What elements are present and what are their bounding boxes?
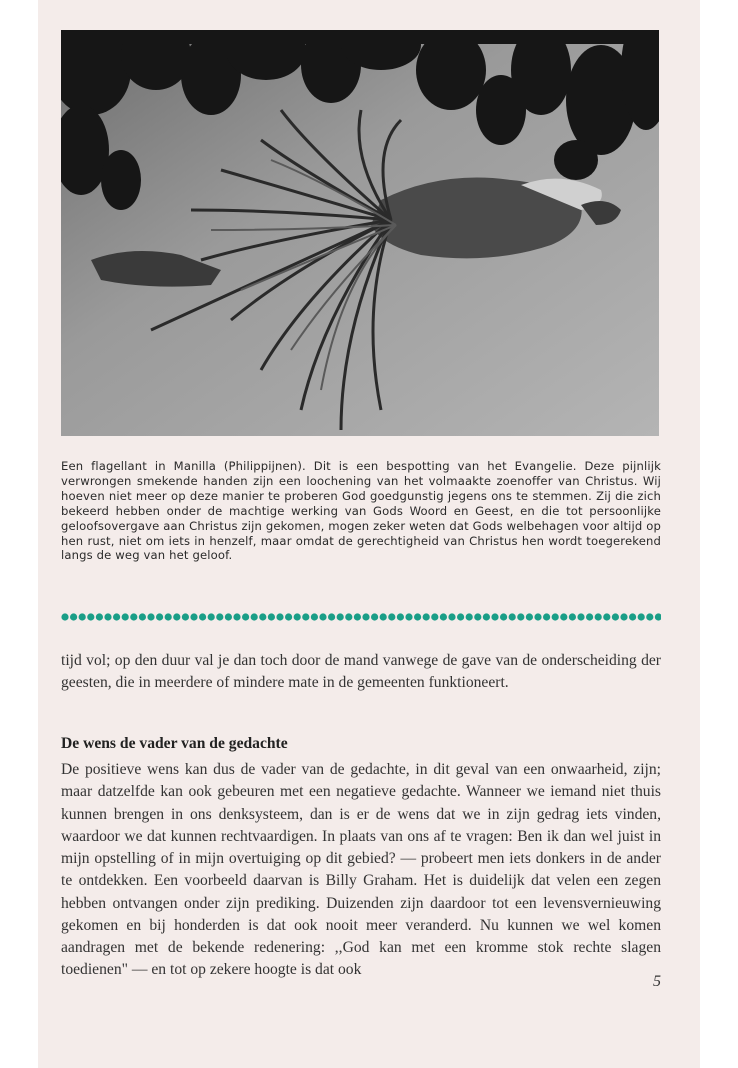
divider-dot	[423, 613, 430, 620]
divider-dot	[147, 613, 154, 620]
divider-dot	[440, 613, 447, 620]
divider-dot	[457, 613, 464, 620]
divider-dot	[242, 613, 249, 620]
divider-dot	[474, 613, 481, 620]
divider-dot	[646, 613, 653, 620]
divider-dot	[552, 613, 559, 620]
divider-dot	[122, 613, 129, 620]
divider-dot	[517, 613, 524, 620]
divider-dot	[483, 613, 490, 620]
divider-dots	[61, 613, 661, 620]
divider-dot	[130, 613, 137, 620]
divider-dot	[337, 613, 344, 620]
dotted-divider	[61, 610, 661, 624]
divider-dot	[268, 613, 275, 620]
divider-dot	[543, 613, 550, 620]
caption-text: Een flagellant in Manilla (Philippijnen). Dit is een bespotting van het Evangelie. Deze pijnlijk verwrongen smekende handen zijn een loochening van het volmaakte zoenoffer van Christus. Wij hoeven niet meer op deze manier te proberen God goedgunstig jegens ons te stemmen. Zij die zich bekeerd hebben onder de machtige werking van Gods Woord en Geest, en die tot persoonlijke geloofsovergave aan Christus zijn gekomen, mogen zeker weten dat Gods welbehagen voor altijd op hen rust, niet om iets in henzelf, maar omdat de gerechtigheid van Christus hen wordt toegerekend langs de weg van het geloof.	[61, 459, 661, 563]
body-paragraph-1	[61, 650, 661, 694]
section-heading: De wens de vader van de gedachte	[61, 735, 288, 752]
divider-dot	[466, 613, 473, 620]
divider-dot	[448, 613, 455, 620]
photo-caption	[61, 459, 661, 563]
divider-dot	[173, 613, 180, 620]
divider-dot	[216, 613, 223, 620]
divider-dot	[190, 613, 197, 620]
divider-dot	[208, 613, 215, 620]
book-page	[38, 0, 700, 1068]
divider-dot	[319, 613, 326, 620]
divider-dot	[655, 613, 661, 620]
divider-dot	[156, 613, 163, 620]
divider-dot	[620, 613, 627, 620]
paragraph-text: tijd vol; op den duur val je dan toch door de mand vanwege de gave van de onderscheiding der geesten, die in meerdere of mindere mate in de gemeenten funktioneert.	[61, 652, 661, 692]
divider-dot	[603, 613, 610, 620]
divider-dot	[225, 613, 232, 620]
divider-dot	[233, 613, 240, 620]
divider-dot	[629, 613, 636, 620]
divider-dot	[311, 613, 318, 620]
photograph-flagellant-icon	[61, 30, 659, 436]
divider-dot	[431, 613, 438, 620]
divider-dot	[302, 613, 309, 620]
divider-dot	[79, 613, 86, 620]
divider-dot	[139, 613, 146, 620]
divider-dot	[612, 613, 619, 620]
divider-dot	[61, 613, 68, 620]
divider-dot	[586, 613, 593, 620]
divider-dot	[328, 613, 335, 620]
flagellant-photo	[61, 30, 659, 436]
divider-dot	[526, 613, 533, 620]
divider-dot	[165, 613, 172, 620]
divider-dot	[87, 613, 94, 620]
divider-dot	[388, 613, 395, 620]
divider-dot	[577, 613, 584, 620]
paragraph-text: De positieve wens kan dus de vader van de gedachte, in dit geval van een onwaarheid, zijn; maar datzelfde kan ook gebeuren met een negatieve gedachte. Wanneer we iemand niet thuis kunnen brengen in ons denksysteem, dan is er de wens dat we in zijn gedrag iets vinden, waardoor we dat kunnen rechtvaardigen. In plaats van ons af te vragen: Ben ik dan wel juist in mijn opstelling of in mijn overtuiging op dit gebied? — probeert men iets donkers in de ander te ontdekken. Een voorbeeld daarvan is Billy Graham. Het is duidelijk dat velen een zegen hebben ontvangen onder zijn prediking. Duizenden zijn daardoor tot een levensvernieuwing gekomen en bij honderden is dat ook nooit meer veranderd. Nu kunnen we wel komen aandragen met de bekende redenering: ,,God kan met een kromme stok rechte slagen toedienen" — en tot op zekere hoogte is dat ook	[61, 761, 661, 979]
divider-dot	[182, 613, 189, 620]
divider-dot	[362, 613, 369, 620]
divider-dot	[251, 613, 258, 620]
divider-dot	[294, 613, 301, 620]
divider-dot	[569, 613, 576, 620]
divider-dot	[491, 613, 498, 620]
divider-dot	[113, 613, 120, 620]
divider-dot	[534, 613, 541, 620]
divider-dot	[595, 613, 602, 620]
divider-dot	[560, 613, 567, 620]
divider-dot	[199, 613, 206, 620]
divider-dot	[96, 613, 103, 620]
divider-dot	[638, 613, 645, 620]
divider-dot	[371, 613, 378, 620]
divider-dot	[285, 613, 292, 620]
divider-dot	[104, 613, 111, 620]
divider-dot	[397, 613, 404, 620]
divider-dot	[345, 613, 352, 620]
divider-dot	[354, 613, 361, 620]
divider-dot	[276, 613, 283, 620]
divider-dot	[259, 613, 266, 620]
body-paragraph-2	[61, 759, 661, 982]
divider-dot	[70, 613, 77, 620]
divider-dot	[500, 613, 507, 620]
divider-dot	[380, 613, 387, 620]
divider-dot	[509, 613, 516, 620]
divider-dot	[405, 613, 412, 620]
divider-dot	[414, 613, 421, 620]
page-number: 5	[653, 973, 661, 990]
